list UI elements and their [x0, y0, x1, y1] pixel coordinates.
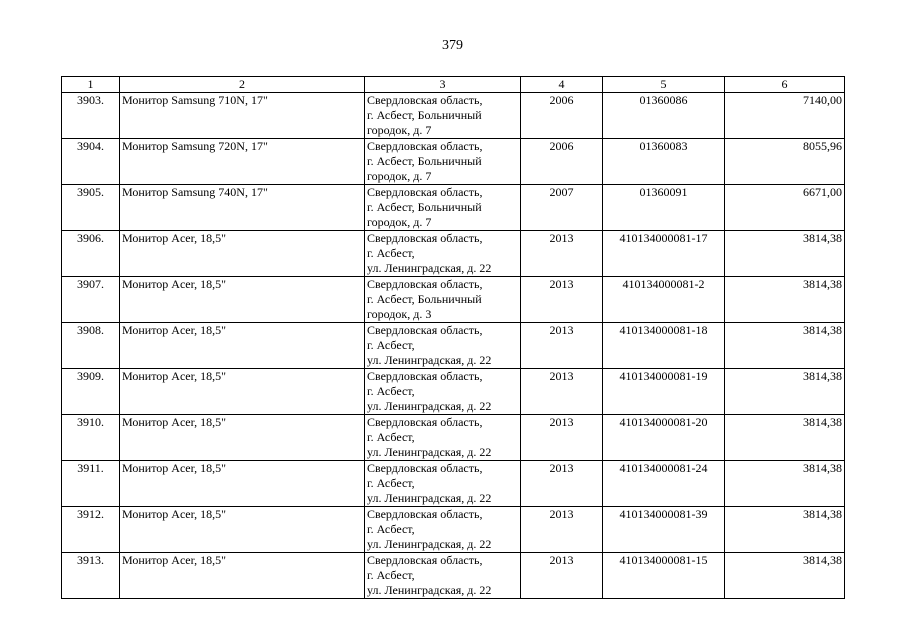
address-line: Свердловская область, [367, 553, 483, 567]
table-body [62, 93, 845, 599]
address-line: Свердловская область, [367, 507, 483, 521]
address-line: Свердловская область, [367, 369, 483, 383]
address-line: Свердловская область, [367, 415, 483, 429]
address-line: г. Асбест, [367, 430, 415, 444]
page-number: 379 [442, 38, 463, 53]
address-line: Свердловская область, [367, 277, 483, 291]
item-name: Монитор Acer, 18,5" [120, 231, 365, 277]
item-address [365, 231, 521, 277]
item-address [365, 185, 521, 231]
table-row [62, 507, 845, 553]
item-name: Монитор Acer, 18,5" [120, 461, 365, 507]
table-header [62, 77, 845, 93]
table-row [62, 369, 845, 415]
item-address [365, 277, 521, 323]
inventory-number: 410134000081-24 [603, 461, 725, 507]
column-header-5: 5 [603, 77, 725, 93]
item-name: Монитор Acer, 18,5" [120, 507, 365, 553]
row-number: 3905. [62, 185, 120, 231]
item-year: 2013 [521, 369, 603, 415]
address-line: г. Асбест, Больничный [367, 154, 482, 168]
address-line: г. Асбест, Больничный [367, 108, 482, 122]
item-address [365, 415, 521, 461]
item-year: 2013 [521, 553, 603, 599]
item-year: 2013 [521, 461, 603, 507]
address-line: г. Асбест, [367, 338, 415, 352]
item-address [365, 93, 521, 139]
row-number: 3910. [62, 415, 120, 461]
row-number: 3908. [62, 323, 120, 369]
item-year: 2006 [521, 93, 603, 139]
address-line: ул. Ленинградская, д. 22 [367, 353, 492, 367]
row-number: 3903. [62, 93, 120, 139]
column-header-1: 1 [62, 77, 120, 93]
row-number: 3911. [62, 461, 120, 507]
column-header-4: 4 [521, 77, 603, 93]
address-line: ул. Ленинградская, д. 22 [367, 261, 492, 275]
item-address [365, 369, 521, 415]
address-line: Свердловская область, [367, 231, 483, 245]
row-number: 3907. [62, 277, 120, 323]
address-line: Свердловская область, [367, 93, 483, 107]
table-row [62, 139, 845, 185]
inventory-number: 01360086 [603, 93, 725, 139]
address-line: г. Асбест, Больничный [367, 292, 482, 306]
address-line: Свердловская область, [367, 461, 483, 475]
item-year: 2013 [521, 231, 603, 277]
inventory-number: 410134000081-20 [603, 415, 725, 461]
address-line: городок, д. 7 [367, 123, 432, 137]
row-number: 3904. [62, 139, 120, 185]
table-row [62, 461, 845, 507]
item-year: 2013 [521, 323, 603, 369]
item-year: 2013 [521, 507, 603, 553]
row-number: 3913. [62, 553, 120, 599]
item-cost: 3814,38 [725, 277, 845, 323]
address-line: ул. Ленинградская, д. 22 [367, 583, 492, 597]
address-line: г. Асбест, [367, 384, 415, 398]
item-year: 2006 [521, 139, 603, 185]
item-name: Монитор Samsung 740N, 17" [120, 185, 365, 231]
item-cost: 8055,96 [725, 139, 845, 185]
header-row [62, 77, 845, 93]
item-address [365, 323, 521, 369]
inventory-number: 410134000081-2 [603, 277, 725, 323]
address-line: городок, д. 7 [367, 169, 432, 183]
inventory-number: 01360083 [603, 139, 725, 185]
address-line: г. Асбест, [367, 476, 415, 490]
address-line: городок, д. 7 [367, 215, 432, 229]
address-line: Свердловская область, [367, 185, 483, 199]
table-row [62, 277, 845, 323]
column-header-2: 2 [120, 77, 365, 93]
address-line: ул. Ленинградская, д. 22 [367, 491, 492, 505]
address-line: г. Асбест, Больничный [367, 200, 482, 214]
item-name: Монитор Acer, 18,5" [120, 553, 365, 599]
item-year: 2013 [521, 277, 603, 323]
table-row [62, 415, 845, 461]
item-name: Монитор Acer, 18,5" [120, 277, 365, 323]
item-address [365, 553, 521, 599]
item-cost: 7140,00 [725, 93, 845, 139]
inventory-number: 410134000081-15 [603, 553, 725, 599]
item-cost: 3814,38 [725, 231, 845, 277]
item-cost: 3814,38 [725, 369, 845, 415]
table-row [62, 323, 845, 369]
inventory-number: 410134000081-39 [603, 507, 725, 553]
item-cost: 3814,38 [725, 507, 845, 553]
item-cost: 3814,38 [725, 461, 845, 507]
item-name: Монитор Acer, 18,5" [120, 415, 365, 461]
item-cost: 3814,38 [725, 415, 845, 461]
item-address [365, 461, 521, 507]
address-line: г. Асбест, [367, 568, 415, 582]
row-number: 3906. [62, 231, 120, 277]
address-line: ул. Ленинградская, д. 22 [367, 445, 492, 459]
inventory-number: 01360091 [603, 185, 725, 231]
address-line: ул. Ленинградская, д. 22 [367, 399, 492, 413]
table-row [62, 231, 845, 277]
item-cost: 3814,38 [725, 553, 845, 599]
table-row [62, 553, 845, 599]
item-name: Монитор Acer, 18,5" [120, 369, 365, 415]
column-header-3: 3 [365, 77, 521, 93]
item-name: Монитор Acer, 18,5" [120, 323, 365, 369]
inventory-number: 410134000081-19 [603, 369, 725, 415]
row-number: 3912. [62, 507, 120, 553]
address-line: городок, д. 3 [367, 307, 432, 321]
item-address [365, 139, 521, 185]
item-name: Монитор Samsung 710N, 17" [120, 93, 365, 139]
item-year: 2013 [521, 415, 603, 461]
property-registry-table [61, 76, 845, 599]
table-row [62, 93, 845, 139]
item-cost: 3814,38 [725, 323, 845, 369]
item-year: 2007 [521, 185, 603, 231]
address-line: Свердловская область, [367, 139, 483, 153]
item-address [365, 507, 521, 553]
item-cost: 6671,00 [725, 185, 845, 231]
address-line: г. Асбест, [367, 246, 415, 260]
inventory-number: 410134000081-18 [603, 323, 725, 369]
item-name: Монитор Samsung 720N, 17" [120, 139, 365, 185]
inventory-number: 410134000081-17 [603, 231, 725, 277]
column-header-6: 6 [725, 77, 845, 93]
address-line: г. Асбест, [367, 522, 415, 536]
address-line: ул. Ленинградская, д. 22 [367, 537, 492, 551]
table-row [62, 185, 845, 231]
row-number: 3909. [62, 369, 120, 415]
address-line: Свердловская область, [367, 323, 483, 337]
